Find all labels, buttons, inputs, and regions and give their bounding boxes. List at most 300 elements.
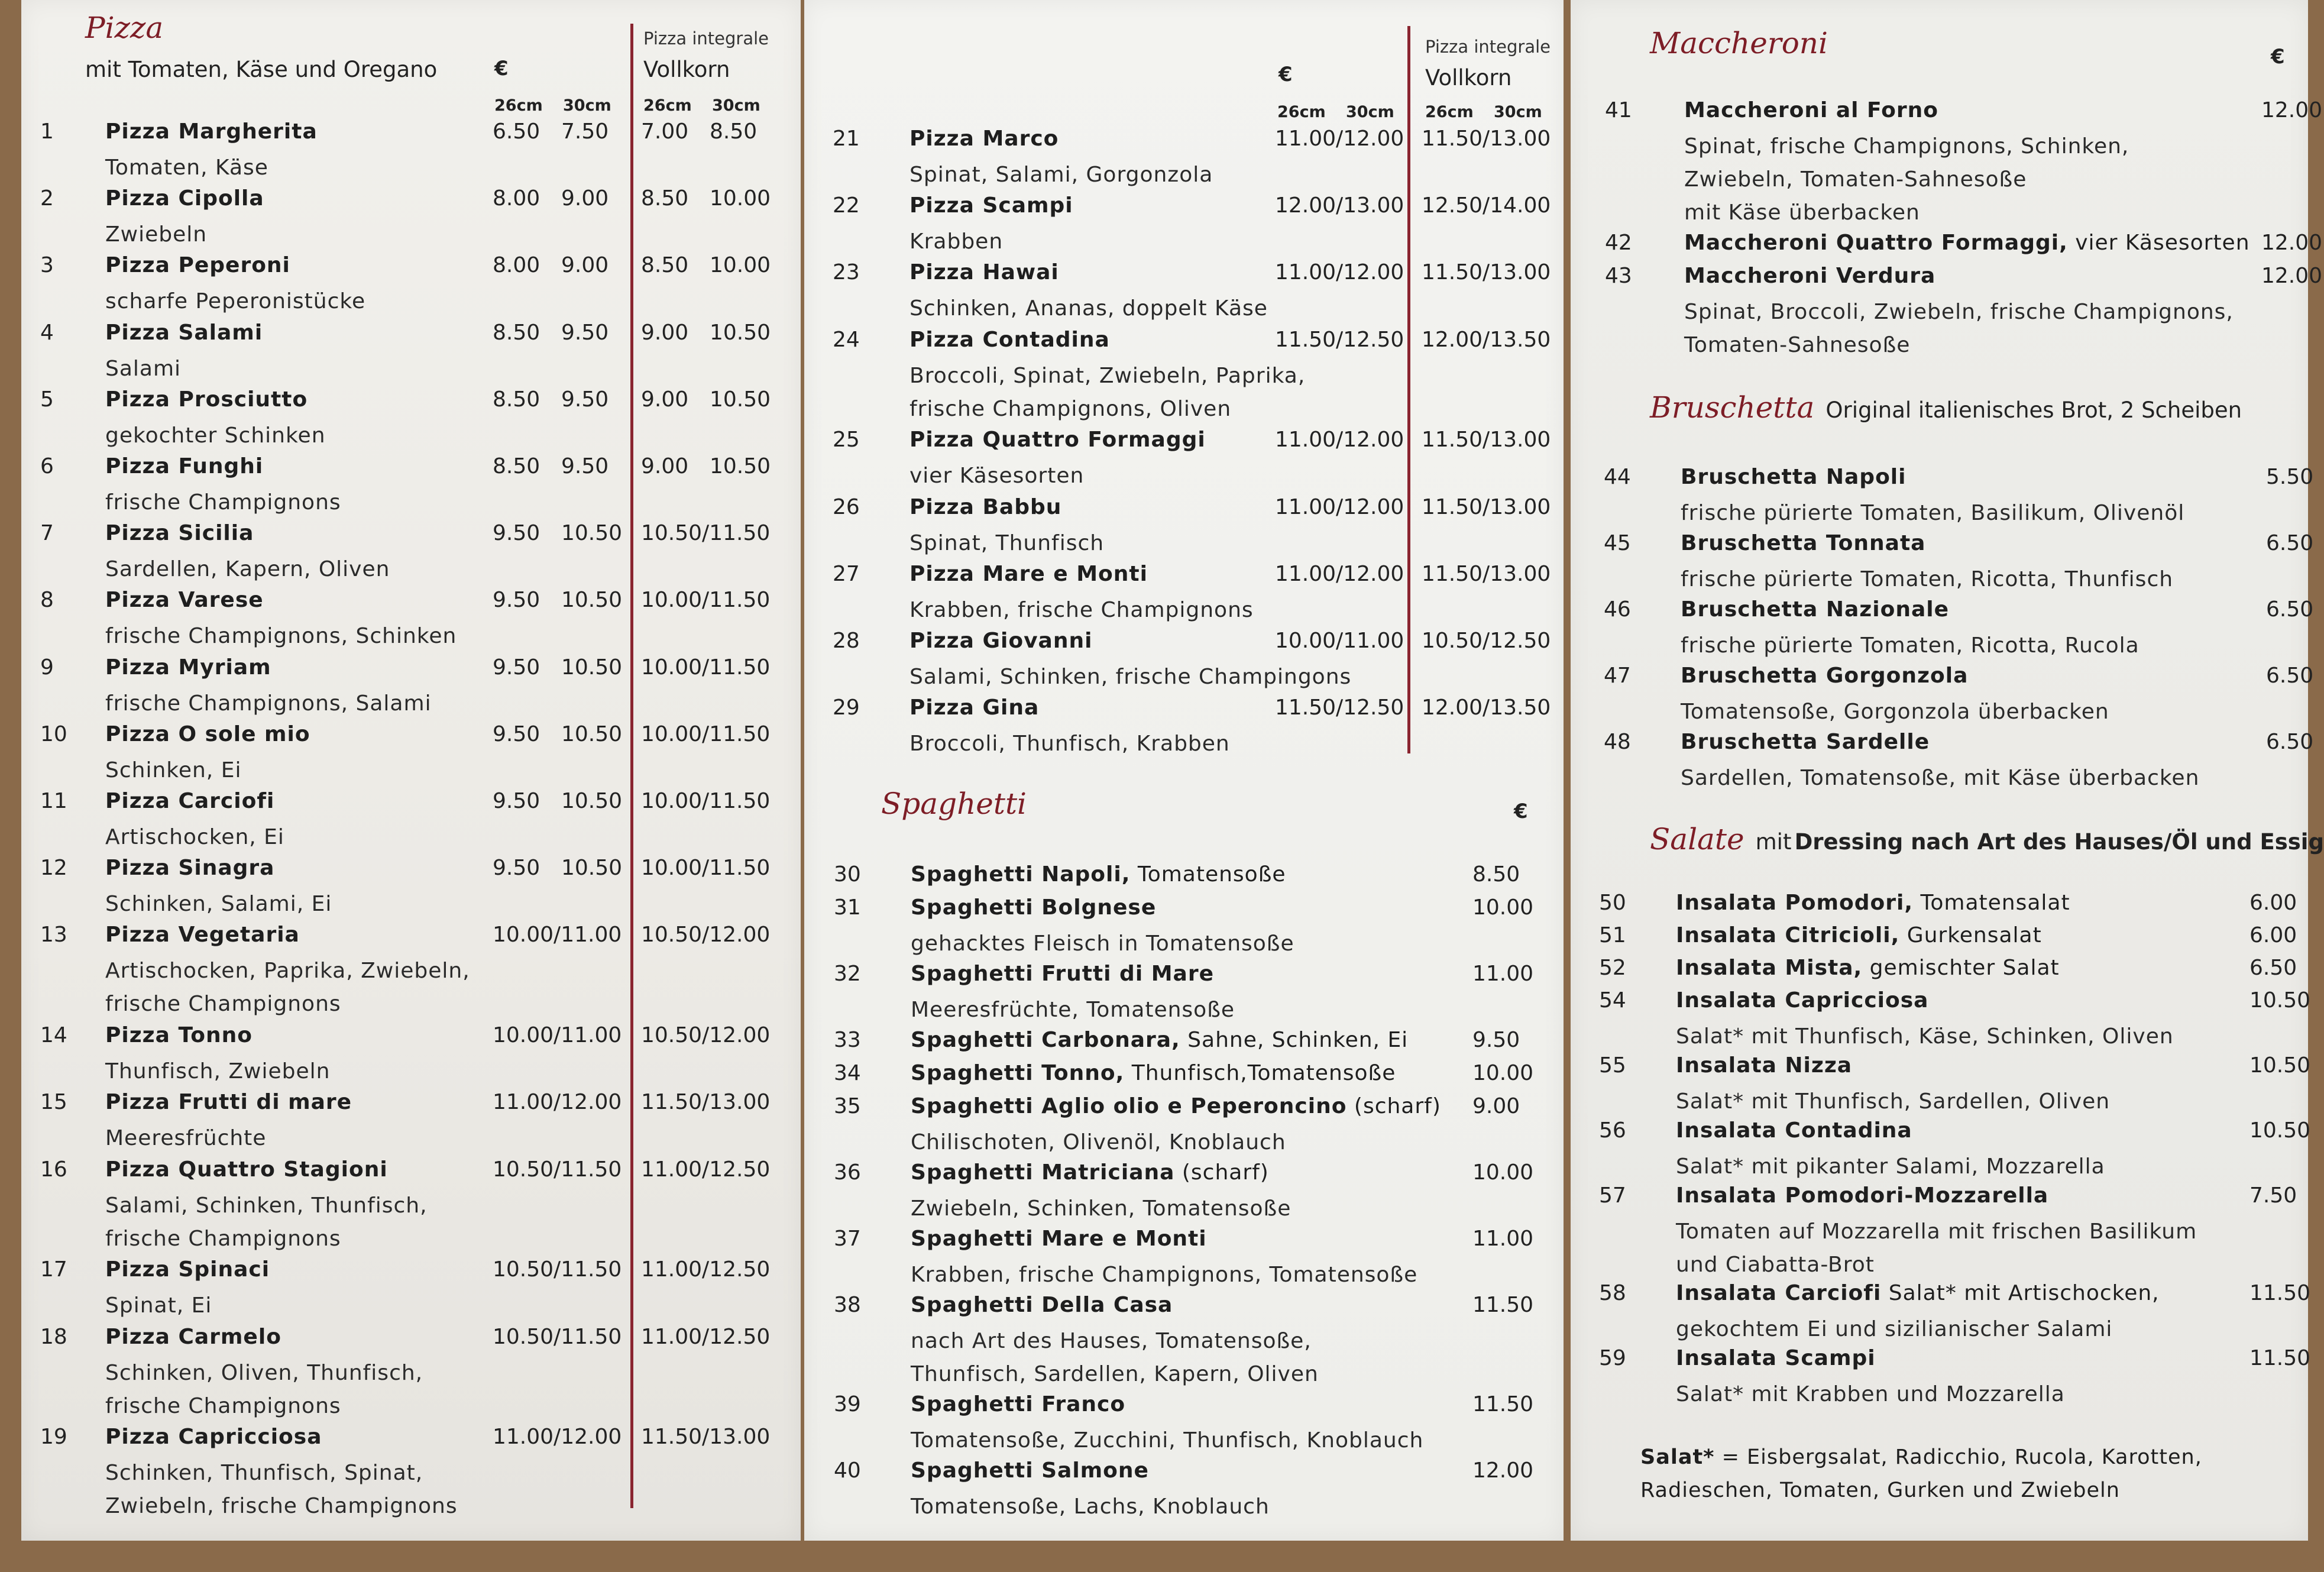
item-name-line (1676, 1183, 2048, 1208)
item-price: 11.50/13.00 (1422, 561, 1551, 586)
item-description: Artischocken, Paprika, Zwiebeln, (105, 959, 470, 984)
menu-panel-middle (804, 0, 1564, 1541)
vollkorn-label: Vollkorn (643, 57, 730, 82)
item-price: 11.00/12.00 (1275, 260, 1404, 285)
item-name: Pizza Scampi (909, 193, 1073, 218)
item-price: 10.50 (710, 454, 771, 478)
item-price: 10.50/12.50 (1422, 629, 1551, 653)
item-name-line (911, 862, 1286, 887)
menu-item (834, 1227, 1555, 1292)
menu-item (834, 1061, 1555, 1093)
salate-title: Salate (1650, 822, 1744, 856)
item-price: 7.50 (561, 119, 609, 144)
item-name: Spaghetti Mare e Monti (911, 1227, 1207, 1251)
item-number: 33 (834, 1028, 861, 1052)
item-price: 11.50/13.00 (1422, 260, 1551, 285)
item-number: 24 (833, 327, 860, 352)
item-price: 10.00/11.00 (493, 1023, 622, 1048)
item-name: Pizza Prosciutto (105, 387, 308, 412)
item-price: 8.50 (493, 320, 540, 345)
item-description: Spinat, Salami, Gorgonzola (909, 163, 1213, 187)
item-name-line (911, 1392, 1125, 1416)
item-price: 8.50 (493, 454, 540, 478)
menu-item (1599, 1346, 2311, 1411)
menu-item (833, 562, 1554, 627)
menu-item (1605, 98, 2323, 229)
item-name-line (909, 328, 1110, 352)
item-name-line (105, 1157, 388, 1182)
vollkorn-size-30-label: 30cm (1494, 103, 1542, 121)
menu-item (40, 186, 791, 251)
item-number: 46 (1604, 597, 1631, 622)
item-description: Thunfisch, Sardellen, Kapern, Oliven (911, 1362, 1319, 1386)
size-26-label: 26cm (1277, 103, 1326, 121)
item-number: 10 (40, 722, 67, 746)
item-description: Tomaten auf Mozzarella mit frischen Basilikum (1676, 1220, 2197, 1244)
item-number: 44 (1604, 465, 1631, 489)
item-name: Pizza Vegetaria (105, 923, 300, 947)
item-price: 12.00/13.00 (1275, 193, 1404, 218)
item-price: 10.50 (561, 722, 623, 746)
item-price: 9.50 (561, 320, 609, 345)
menu-item (1599, 1053, 2311, 1118)
menu-item (1599, 1183, 2303, 1282)
item-price: 9.00 (1472, 1094, 1520, 1118)
item-name-line (105, 119, 318, 144)
item-description: frische Champignons (105, 1393, 341, 1418)
item-description: Salami, Schinken, frische Champingons (909, 665, 1352, 689)
menu-item (834, 862, 1555, 894)
salate-subtitle-bold: Dressing nach Art des Hauses/Öl und Essig (1794, 829, 2324, 855)
item-price: 11.00/12.50 (641, 1157, 771, 1182)
item-description: Salat* mit pikanter Salami, Mozzarella (1676, 1154, 2105, 1179)
item-name-line (105, 1023, 253, 1047)
item-number: 3 (40, 253, 54, 278)
item-description: frische Champignons (105, 490, 341, 515)
item-inline-desc: Gurkensalat (1899, 923, 2042, 947)
item-name: Insalata Scampi (1676, 1346, 1876, 1370)
item-price: 11.00/12.00 (1275, 561, 1404, 586)
vollkorn-size-26-label: 26cm (643, 96, 692, 115)
item-name: Insalata Citricioli, (1676, 923, 1900, 947)
item-number: 59 (1599, 1346, 1626, 1370)
item-number: 41 (1605, 98, 1632, 122)
item-name: Bruschetta Sardelle (1681, 730, 1930, 754)
item-name: Pizza Quattro Formaggi (909, 428, 1206, 452)
item-price: 10.00 (710, 186, 771, 211)
item-number: 15 (40, 1090, 67, 1115)
item-price: 11.50/13.00 (1422, 428, 1551, 452)
item-name-line (1681, 730, 1930, 754)
item-price: 5.50 (2266, 465, 2314, 489)
item-price: 10.50 (2249, 988, 2311, 1013)
menu-item (1599, 923, 2303, 955)
menu-item (834, 1392, 1555, 1457)
item-price: 11.00/12.00 (1275, 127, 1404, 151)
item-name-line (909, 696, 1039, 720)
item-name: Insalata Pomodori-Mozzarella (1676, 1183, 2049, 1208)
item-inline-desc: vier Käsesorten (2067, 231, 2250, 255)
item-name-line (1681, 465, 1906, 489)
vollkorn-label: Vollkorn (1425, 65, 1512, 90)
item-description: frische Champignons, Schinken (105, 624, 457, 649)
item-name: Pizza Myriam (105, 655, 271, 680)
item-price: 11.00/12.00 (1275, 494, 1404, 519)
item-name: Bruschetta Napoli (1681, 465, 1907, 489)
item-price: 11.50/13.00 (641, 1090, 771, 1115)
item-number: 50 (1599, 891, 1626, 915)
footnote-bold: Salat* (1640, 1445, 1715, 1469)
item-price: 10.50 (561, 521, 623, 546)
item-price: 9.50 (493, 856, 540, 881)
item-number: 28 (833, 629, 860, 653)
item-price: 11.00 (1472, 962, 1534, 986)
item-name-line (909, 260, 1059, 284)
size-30-label: 30cm (563, 96, 611, 115)
item-name-line (1681, 664, 1968, 688)
pizza-title: Pizza (85, 11, 164, 45)
item-price: 10.50/11.50 (493, 1324, 622, 1349)
item-price: 8.00 (493, 186, 540, 211)
item-name-line (1676, 988, 1928, 1013)
item-number: 12 (40, 856, 67, 881)
menu-item (833, 495, 1554, 560)
item-description: Schinken, Thunfisch, Spinat, (105, 1461, 423, 1486)
menu-panel-left (21, 0, 801, 1541)
pizza-subtitle: mit Tomaten, Käse und Oregano (85, 57, 438, 82)
item-price: 11.50/12.50 (1275, 696, 1404, 720)
item-description: Sardellen, Tomatensoße, mit Käse überbacken (1681, 766, 2200, 790)
item-inline-desc: Sahne, Schinken, Ei (1180, 1028, 1409, 1052)
item-description: frische Champignons, Salami (105, 691, 432, 716)
menu-item (833, 629, 1554, 694)
item-name-line (1676, 923, 2042, 947)
item-price: 9.50 (561, 454, 609, 478)
item-number: 54 (1599, 988, 1626, 1013)
item-price: 8.50 (710, 119, 758, 144)
item-name-line (911, 1160, 1269, 1185)
item-name: Bruschetta Gorgonzola (1681, 664, 1969, 688)
item-number: 26 (833, 494, 860, 519)
item-name-line (105, 1257, 270, 1282)
menu-item (40, 1257, 791, 1322)
item-name: Pizza O sole mio (105, 722, 310, 746)
item-name: Pizza Marco (909, 127, 1059, 151)
item-description: Broccoli, Thunfisch, Krabben (909, 732, 1230, 756)
item-name: Spaghetti Franco (911, 1392, 1126, 1416)
item-name-line (909, 193, 1073, 218)
item-name: Spaghetti Della Casa (911, 1293, 1173, 1317)
item-description: Salat* mit Thunfisch, Käse, Schinken, Oliven (1676, 1024, 2174, 1049)
menu-item (833, 696, 1554, 761)
item-description: Artischocken, Ei (105, 825, 284, 849)
item-number: 58 (1599, 1281, 1626, 1305)
item-description: vier Käsesorten (909, 464, 1085, 489)
item-description: scharfe Peperonistücke (105, 289, 366, 314)
item-name: Spaghetti Frutti di Mare (911, 962, 1214, 986)
item-name: Pizza Varese (105, 588, 264, 613)
item-description: Salat* mit Krabben und Mozzarella (1676, 1382, 2065, 1406)
item-name: Insalata Carciofi (1676, 1281, 1882, 1305)
item-number: 57 (1599, 1183, 1626, 1208)
item-number: 52 (1599, 956, 1626, 980)
menu-item (40, 1023, 791, 1088)
item-description: Salami, Schinken, Thunfisch, (105, 1193, 428, 1218)
menu-item (40, 856, 791, 921)
item-description: Tomatensoße, Zucchini, Thunfisch, Knoblauch (911, 1428, 1424, 1453)
item-number: 36 (834, 1160, 861, 1185)
item-price: 9.00 (641, 320, 689, 345)
item-description: Schinken, Salami, Ei (105, 892, 332, 917)
item-name: Pizza Capricciosa (105, 1425, 322, 1450)
item-name-line (911, 1094, 1441, 1118)
item-description: Schinken, Oliven, Thunfisch, (105, 1360, 423, 1385)
item-price: 10.50/11.50 (493, 1157, 622, 1182)
item-price: 12.00/13.50 (1422, 327, 1551, 352)
item-price: 10.00/11.50 (641, 856, 771, 881)
menu-item (833, 328, 1554, 426)
item-name-line (105, 923, 300, 947)
item-description: Schinken, Ei (105, 758, 242, 782)
item-description: Salami (105, 356, 182, 381)
item-price: 12.00 (2261, 264, 2323, 288)
item-name: Pizza Mare e Monti (909, 561, 1148, 586)
item-name-line (1676, 1118, 1912, 1143)
item-number: 5 (40, 387, 54, 412)
item-number: 11 (40, 789, 67, 813)
item-price: 10.50 (710, 320, 771, 345)
item-name-line (1684, 264, 1935, 288)
item-price: 8.00 (493, 253, 540, 278)
item-description: Spinat, frische Champignons, Schinken, (1684, 134, 2129, 159)
item-name-line (909, 629, 1092, 653)
spaghetti-title: Spaghetti (881, 787, 1027, 821)
item-name: Insalata Nizza (1676, 1053, 1853, 1078)
item-name-line (1676, 1346, 1876, 1370)
item-name: Bruschetta Nazionale (1681, 597, 1950, 622)
menu-item (1604, 664, 2314, 729)
item-name-line (911, 1458, 1149, 1483)
item-number: 8 (40, 588, 54, 613)
menu-item (833, 428, 1554, 493)
item-number: 37 (834, 1227, 861, 1251)
item-price: 12.00 (2261, 231, 2323, 255)
item-number: 32 (834, 962, 861, 986)
item-price: 9.00 (641, 387, 689, 412)
menu-item (834, 1094, 1555, 1159)
item-price: 9.50 (1472, 1028, 1520, 1052)
menu-item (40, 119, 791, 185)
menu-item (834, 895, 1555, 960)
item-name-line (105, 186, 264, 211)
item-name: Maccheroni Verdura (1684, 264, 1936, 288)
item-number: 16 (40, 1157, 67, 1182)
item-name: Spaghetti Carbonara, (911, 1028, 1180, 1052)
item-number: 17 (40, 1257, 67, 1282)
menu-item (1604, 730, 2314, 795)
item-price: 10.50 (561, 588, 623, 613)
item-description: Thunfisch, Zwiebeln (105, 1059, 331, 1084)
item-number: 13 (40, 923, 67, 947)
menu-item (833, 260, 1554, 325)
item-number: 23 (833, 260, 860, 285)
menu-item (40, 588, 791, 653)
item-description: Krabben, frische Champignons (909, 597, 1254, 622)
item-price: 11.50/12.50 (1275, 327, 1404, 352)
item-description: Schinken, Ananas, doppelt Käse (909, 296, 1268, 321)
item-price: 6.50 (2266, 597, 2314, 622)
item-inline-desc: gemischter Salat (1862, 956, 2060, 980)
item-price: 11.00/12.50 (641, 1257, 771, 1282)
menu-item (1604, 531, 2314, 596)
menu-item (834, 962, 1555, 1027)
item-number: 35 (834, 1094, 861, 1118)
menu-item (834, 1458, 1555, 1524)
item-name: Pizza Sicilia (105, 521, 254, 546)
item-name: Pizza Funghi (105, 454, 264, 478)
salate-subtitle-pre: mit (1755, 829, 1792, 855)
item-description: Zwiebeln, frische Champignons (105, 1494, 458, 1519)
item-price: 11.50/13.00 (1422, 494, 1551, 519)
item-name-line (105, 588, 264, 612)
salate-heading (1650, 822, 2324, 856)
item-name-line (105, 1425, 322, 1449)
menu-item (40, 923, 791, 1021)
item-name-line (1676, 1053, 1852, 1078)
item-description: Chilischoten, Olivenöl, Knoblauch (911, 1130, 1286, 1154)
item-number: 22 (833, 193, 860, 218)
item-number: 45 (1604, 531, 1631, 555)
item-price: 9.50 (493, 521, 540, 546)
currency-symbol: € (1514, 800, 1528, 823)
item-name: Pizza Hawai (909, 260, 1059, 285)
item-price: 10.50 (710, 387, 771, 412)
item-name-line (909, 495, 1061, 519)
item-name-line (911, 1227, 1207, 1251)
item-name-line (105, 1325, 281, 1349)
item-description: frische Champignons (105, 992, 341, 1017)
pizza-integrale-label: Pizza integrale (643, 28, 769, 48)
currency-symbol: € (1278, 63, 1293, 86)
item-price: 12.50/14.00 (1422, 193, 1551, 218)
item-number: 47 (1604, 664, 1631, 688)
item-name-line (1676, 1281, 2160, 1305)
item-price: 10.50 (561, 789, 623, 813)
item-name-line (105, 722, 310, 746)
item-price: 9.50 (561, 387, 609, 412)
bruschetta-title: Bruschetta (1650, 390, 1815, 425)
item-number: 7 (40, 521, 54, 546)
menu-item (1604, 597, 2314, 662)
menu-item (40, 722, 791, 787)
item-description: Broccoli, Spinat, Zwiebeln, Paprika, (909, 363, 1306, 388)
salat-footnote (1640, 1441, 2202, 1507)
item-description: frische Champignons (105, 1226, 341, 1251)
menu-item (1599, 1281, 2311, 1346)
menu-item (40, 1157, 791, 1256)
menu-item (834, 1293, 1555, 1391)
vollkorn-size-30-label: 30cm (712, 96, 760, 115)
item-name: Pizza Quattro Stagioni (105, 1157, 388, 1182)
item-name: Spaghetti Salmone (911, 1458, 1149, 1483)
item-name: Pizza Peperoni (105, 253, 290, 278)
item-price: 10.00/11.00 (1275, 629, 1404, 653)
item-price: 10.50/11.50 (493, 1257, 622, 1282)
item-name-line (1676, 956, 2060, 980)
item-name-line (909, 127, 1059, 151)
item-name-line (105, 253, 290, 277)
item-price: 11.00 (1472, 1227, 1534, 1251)
menu-item (40, 253, 791, 318)
item-price: 10.50/12.00 (641, 923, 771, 947)
item-number: 21 (833, 127, 860, 151)
item-number: 38 (834, 1293, 861, 1317)
item-number: 29 (833, 696, 860, 720)
item-name: Insalata Pomodori, (1676, 891, 1914, 915)
item-name-line (105, 789, 274, 813)
item-inline-desc: Thunfisch,Tomatensoße (1124, 1061, 1396, 1085)
menu-item (40, 789, 791, 854)
item-price: 8.50 (641, 186, 689, 211)
item-name: Pizza Gina (909, 696, 1040, 720)
item-number: 25 (833, 428, 860, 452)
item-description: frische Champignons, Oliven (909, 396, 1232, 421)
item-name: Pizza Tonno (105, 1023, 253, 1048)
menu-item (40, 1325, 791, 1423)
item-name: Insalata Capricciosa (1676, 988, 1929, 1013)
item-price: 10.50 (561, 856, 623, 881)
menu-item (40, 454, 791, 519)
item-number: 42 (1605, 231, 1632, 255)
menu-item (833, 127, 1554, 192)
currency-symbol: € (2271, 45, 2285, 69)
item-inline-desc: Tomatensoße (1130, 862, 1286, 887)
item-price: 6.00 (2249, 891, 2297, 915)
menu-item (40, 1090, 791, 1155)
item-description: Meeresfrüchte, Tomatensoße (911, 998, 1235, 1022)
item-price: 10.00/11.50 (641, 789, 771, 813)
item-description: Spinat, Thunfisch (909, 531, 1105, 555)
item-name-line (909, 562, 1148, 586)
item-price: 8.50 (1472, 862, 1520, 887)
item-description: frische pürierte Tomaten, Ricotta, Rucola (1681, 633, 2139, 658)
item-price: 11.00/12.00 (493, 1425, 622, 1450)
item-name: Pizza Carmelo (105, 1324, 281, 1349)
item-name: Pizza Spinaci (105, 1257, 270, 1282)
item-number: 48 (1604, 730, 1631, 754)
footnote-line2: Radieschen, Tomaten, Gurken und Zwiebeln (1640, 1479, 2120, 1502)
item-name: Pizza Frutti di mare (105, 1090, 352, 1115)
item-price: 7.50 (2249, 1183, 2297, 1208)
item-description: gekochter Schinken (105, 423, 326, 448)
item-price: 10.00 (710, 253, 771, 278)
item-description: Tomatensoße, Gorgonzola überbacken (1681, 700, 2109, 724)
item-description: Salat* mit Thunfisch, Sardellen, Oliven (1676, 1089, 2111, 1114)
menu-item (40, 521, 791, 586)
menu-panel-right (1571, 0, 2324, 1541)
item-description: Zwiebeln (105, 222, 208, 247)
item-inline-desc: Salat* mit Artischocken, (1881, 1281, 2160, 1305)
item-name-line (105, 655, 271, 680)
maccheroni-title: Maccheroni (1650, 26, 1828, 60)
item-price: 10.00 (1472, 895, 1534, 920)
item-price: 11.00/12.50 (641, 1324, 771, 1349)
menu-item (40, 655, 791, 720)
item-description: gekochtem Ei und sizilianischer Salami (1676, 1317, 2113, 1341)
item-price: 6.50 (2249, 956, 2297, 980)
menu-item (1599, 988, 2311, 1053)
menu-item (1604, 465, 2314, 530)
